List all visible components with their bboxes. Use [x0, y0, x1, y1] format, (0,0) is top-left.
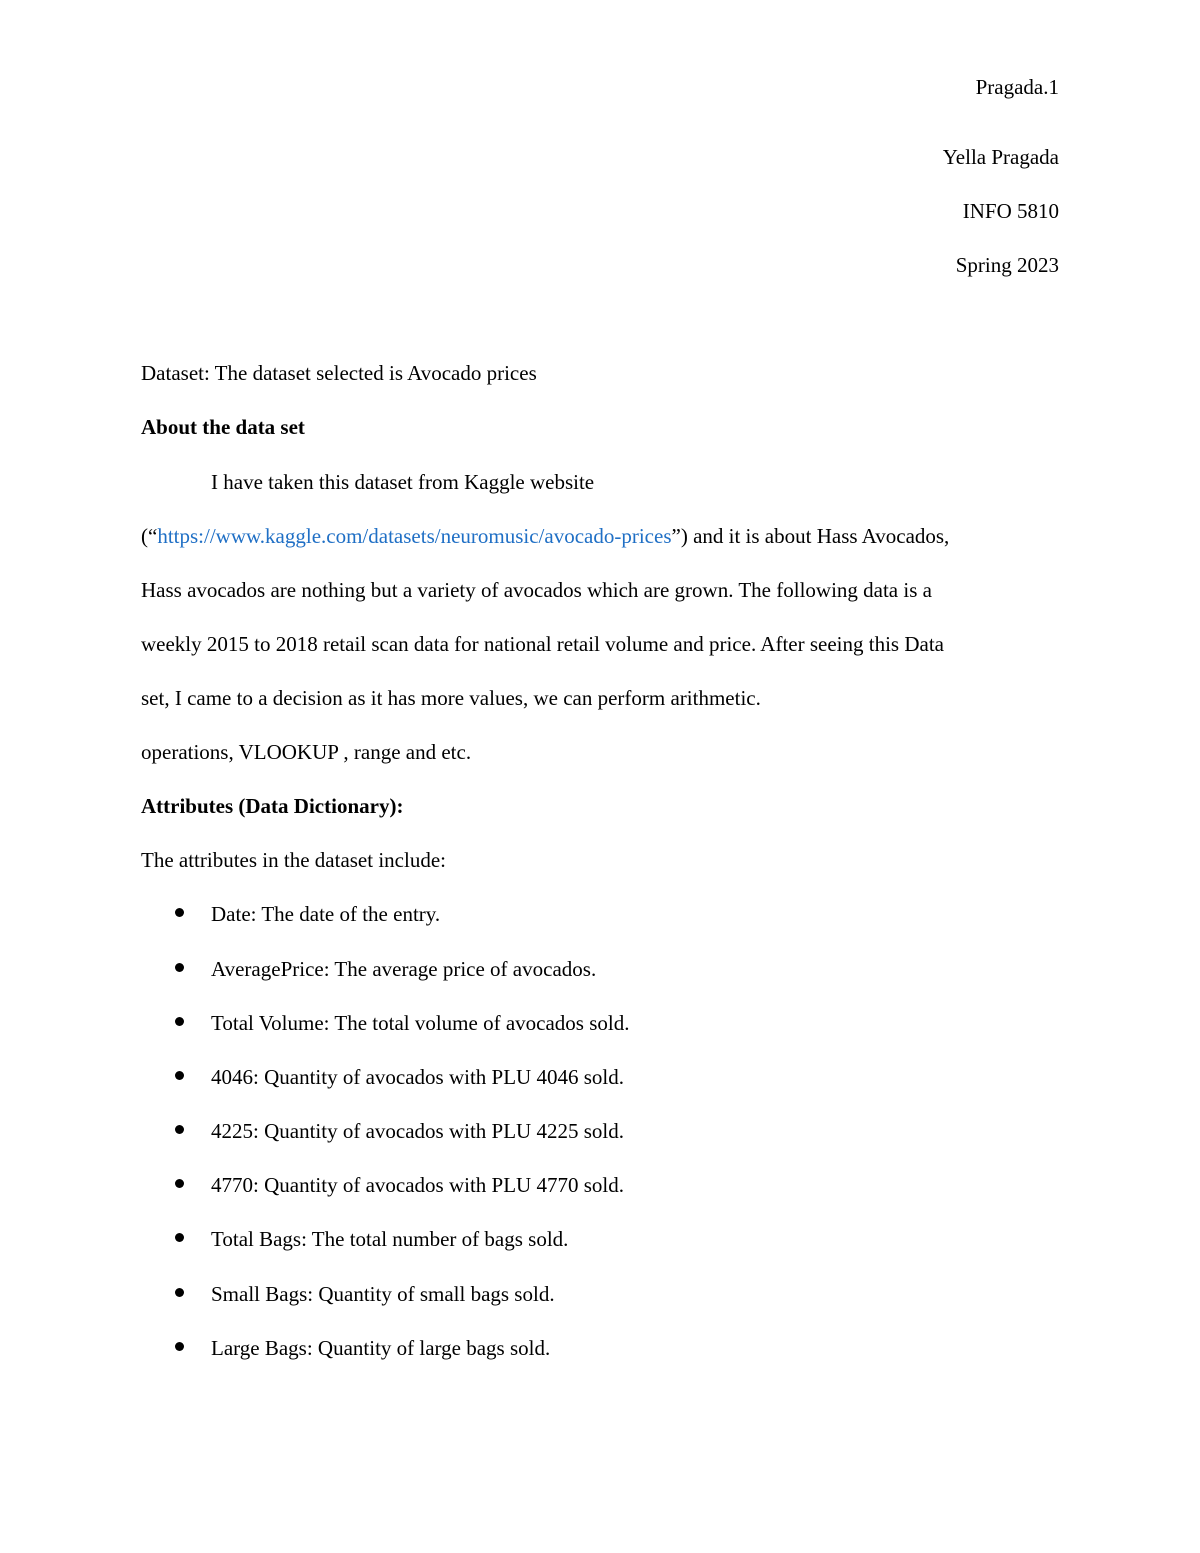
list-item: AveragePrice: The average price of avocados.	[211, 957, 597, 981]
kaggle-dataset-link[interactable]: https://www.kaggle.com/datasets/neuromusic/avocado-prices	[157, 524, 672, 548]
list-item: Small Bags: Quantity of small bags sold.	[211, 1282, 555, 1306]
about-heading: About the data set	[141, 415, 305, 439]
open-quote: (“	[141, 524, 158, 548]
bullet-icon	[175, 1342, 184, 1351]
list-item: 4770: Quantity of avocados with PLU 4770 sold.	[211, 1173, 624, 1197]
list-item: Total Volume: The total volume of avocados sold.	[211, 1011, 630, 1035]
list-item: Date: The date of the entry.	[211, 902, 441, 926]
bullet-icon	[175, 1125, 184, 1134]
bullet-icon	[175, 1071, 184, 1080]
dataset-line: Dataset: The dataset selected is Avocado prices	[141, 361, 537, 385]
term: Spring 2023	[955, 253, 1059, 277]
attributes-heading: Attributes (Data Dictionary):	[141, 794, 404, 818]
list-item: Large Bags: Quantity of large bags sold.	[211, 1336, 551, 1360]
course-code: INFO 5810	[962, 199, 1059, 223]
bullet-icon	[175, 963, 184, 972]
bullet-icon	[175, 908, 184, 917]
bullet-icon	[175, 1288, 184, 1297]
list-item: Total Bags: The total number of bags sold.	[211, 1227, 569, 1251]
about-paragraph-line-2	[141, 526, 949, 547]
list-item: 4225: Quantity of avocados with PLU 4225 sold.	[211, 1119, 624, 1143]
about-paragraph-line-5: set, I came to a decision as it has more values, we can perform arithmetic.	[141, 686, 761, 710]
about-paragraph-line-4: weekly 2015 to 2018 retail scan data for national retail volume and price. After seeing this Data	[141, 632, 944, 656]
list-item: 4046: Quantity of avocados with PLU 4046 sold.	[211, 1065, 624, 1089]
attributes-intro: The attributes in the dataset include:	[141, 848, 446, 872]
bullet-icon	[175, 1017, 184, 1026]
author-name: Yella Pragada	[942, 145, 1059, 169]
about-line-2-rest: ”) and it is about Hass Avocados,	[671, 524, 950, 548]
about-paragraph-line-1: I have taken this dataset from Kaggle website	[211, 470, 595, 494]
about-paragraph-line-6: operations, VLOOKUP , range and etc.	[141, 740, 472, 764]
bullet-icon	[175, 1233, 184, 1242]
about-paragraph-line-3: Hass avocados are nothing but a variety of avocados which are grown. The following data is a	[141, 578, 932, 602]
page-number-header: Pragada.1	[975, 75, 1059, 99]
bullet-icon	[175, 1179, 184, 1188]
